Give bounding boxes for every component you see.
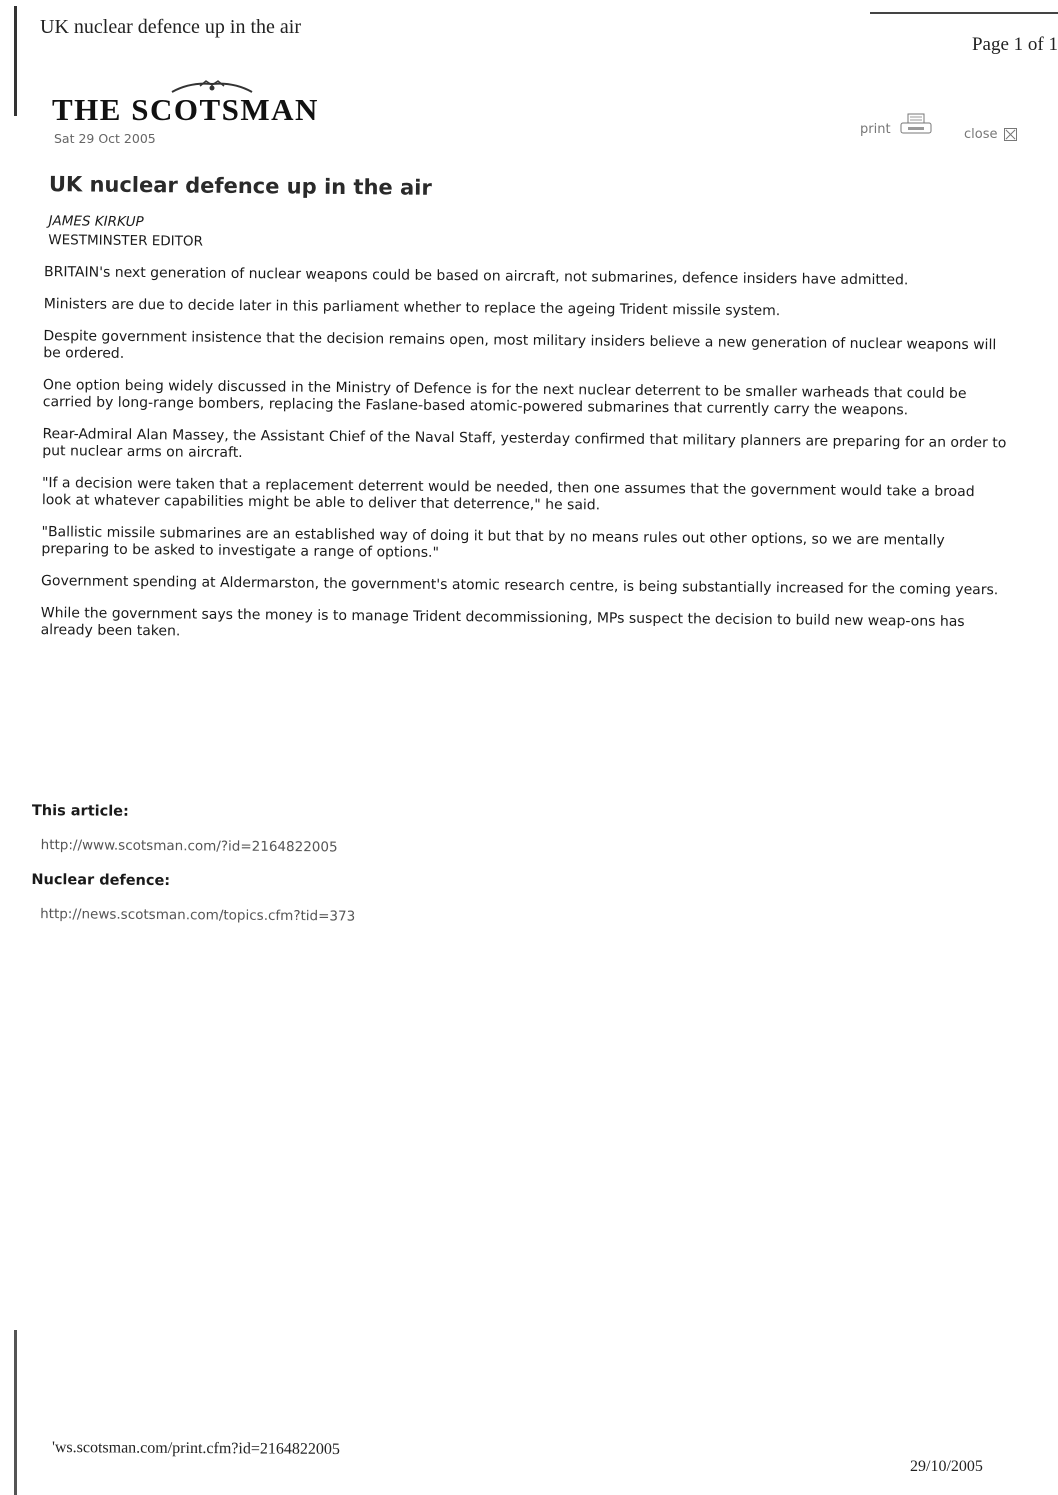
printer-icon — [899, 113, 933, 137]
article-paragraph: BRITAIN's next generation of nuclear weapons could be based on aircraft, not submarines, defence insiders have admitted. — [43, 264, 909, 289]
print-label: print — [860, 122, 891, 137]
article-paragraph: Ministers are due to decide later in this parliament whether to replace the ageing Trident missile system. — [43, 296, 781, 320]
footer-date: 29/10/2005 — [910, 1458, 983, 1475]
scan-edge-mark — [14, 1330, 17, 1495]
article-paragraph: Despite government insistence that the decision remains open, most military insiders believe a new generation of nuclear weapons will be ordered. — [43, 328, 997, 362]
author-name: JAMES KIRKUP — [48, 213, 144, 231]
related-links — [31, 803, 732, 946]
print-button[interactable] — [860, 113, 933, 137]
scan-edge-mark — [14, 6, 17, 116]
close-icon — [1004, 128, 1017, 141]
article-paragraph: Government spending at Aldermarston, the government's atomic research centre, is being substantially increased for the coming years. — [40, 573, 999, 599]
author-role: WESTMINSTER EDITOR — [48, 232, 204, 250]
article-link[interactable]: http://www.scotsman.com/?id=2164822005 — [40, 837, 338, 856]
byline — [48, 212, 1009, 259]
article-body — [31, 264, 1010, 648]
page-number: Page 1 of 1 — [971, 34, 1058, 55]
page-header-title: UK nuclear defence up in the air — [40, 16, 301, 38]
link-heading-nuclear-defence: Nuclear defence: — [31, 871, 171, 890]
footer-url: 'ws.scotsman.com/print.cfm?id=2164822005 — [51, 1438, 340, 1459]
topic-link[interactable]: http://news.scotsman.com/topics.cfm?tid=373 — [40, 906, 356, 925]
article — [30, 172, 1010, 663]
close-button[interactable] — [964, 127, 1017, 142]
link-heading-this-article: This article: — [31, 803, 129, 820]
article-paragraph: Rear-Admiral Alan Massey, the Assistant Chief of the Naval Staff, yesterday confirmed that military planners are preparing for an order to put nuclear arms on aircraft. — [42, 426, 1007, 462]
article-headline: UK nuclear defence up in the air — [48, 172, 432, 200]
article-paragraph: One option being widely discussed in the Ministry of Defence is for the next nuclear deterrent to be smaller warheads that could be carried by long-range bombers, replacing the Faslane-based atomic-powered submarines that currently carry the weapons. — [42, 377, 967, 419]
article-paragraph: "If a decision were taken that a replacement deterrent would be needed, then one assumes that the government would take a broad look at whatever capabilities might be able to deliver that deterrence," he said. — [41, 475, 975, 514]
article-paragraph: "Ballistic missile submarines are an established way of doing it but that by no means rules out other options, so we are mentally preparing to be asked to investigate a range of options." — [41, 524, 945, 561]
newspaper-logo: THE SCOTSMAN — [52, 92, 319, 127]
close-label: close — [964, 127, 998, 142]
header-rule — [870, 12, 1058, 14]
publication-date: Sat 29 Oct 2005 — [54, 131, 156, 146]
article-paragraph: While the government says the money is to manage Trident decommissioning, MPs suspect the decision to build new weap-ons has already been taken. — [40, 605, 965, 640]
